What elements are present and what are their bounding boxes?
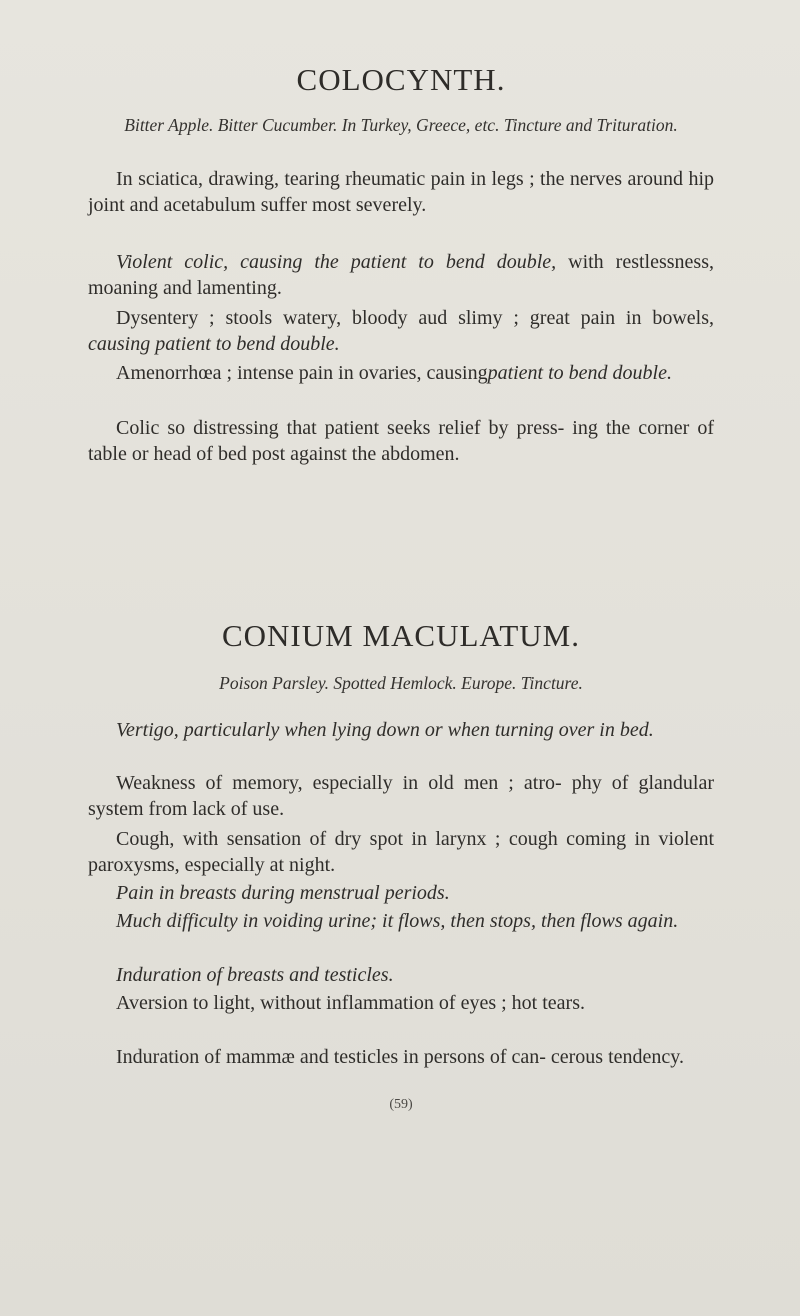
paragraph-italic: causing patient to bend double. [88,333,340,356]
paragraph-text: Induration of mammæ and testicles in persons of can- cerous tendency. [116,1046,684,1068]
paragraph [88,717,714,743]
paragraph [88,305,714,358]
paragraph-italic: Much difficulty in voiding urine; it flows, then stops, then flows again. [116,910,679,932]
paragraph-text: Weakness of memory, especially in old men ; atro- phy of glandular system from lack of use. [88,772,714,821]
paragraph [88,166,714,219]
section-subtitle-conium: Poison Parsley. Spotted Hemlock. Europe. Tincture. [219,673,583,693]
paragraph-text: Colic so distressing that patient seeks relief by press- ing the corner of table or head of bed post against the abdomen. [88,417,714,466]
paragraph [88,826,714,879]
paragraph [88,990,714,1016]
paragraph-text: Dysentery ; stools watery, bloody aud slimy ; great pain in bowels, [116,307,714,329]
paragraph [88,908,714,934]
paragraph [88,1044,714,1070]
section-title-colocynth: COLOCYNTH. [296,62,506,97]
section-subtitle-colocynth: Bitter Apple. Bitter Cucumber. In Turkey, Greece, etc. Tincture and Trituration. [124,115,678,135]
paragraph-italic: Pain in breasts during menstrual periods. [116,882,450,904]
paragraph [88,415,714,468]
paragraph-italic: Induration of breasts and testicles. [116,964,394,986]
paragraph [88,770,714,823]
paragraph-text: Cough, with sensation of dry spot in larynx ; cough coming in violent paroxysms, especially at night. [88,828,714,877]
paragraph-italic: patient to bend double. [487,362,672,384]
paragraph [88,962,714,988]
text-column [88,0,714,1316]
paragraph-text: Aversion to light, without inflammation of eyes ; hot tears. [116,992,585,1014]
paragraph-italic: Vertigo, particularly when lying down or when turning over in bed. [116,719,654,741]
paragraph [88,360,714,386]
paragraph [88,249,714,302]
paragraph-text: In sciatica, drawing, tearing rheumatic pain in legs ; the nerves around hip joint and acetabulum suffer most severely. [88,168,714,217]
page-number: (59) [389,1097,413,1112]
paragraph-text: Amenorrhœa ; intense pain in ovaries, causing [116,362,488,384]
paragraph [88,880,714,906]
section-title-conium: CONIUM MACULATUM. [221,618,580,653]
paragraph-text: with restlessness, moaning and lamenting. [88,251,714,300]
paragraph-italic: Violent colic, causing the patient to bend double, [116,251,557,273]
